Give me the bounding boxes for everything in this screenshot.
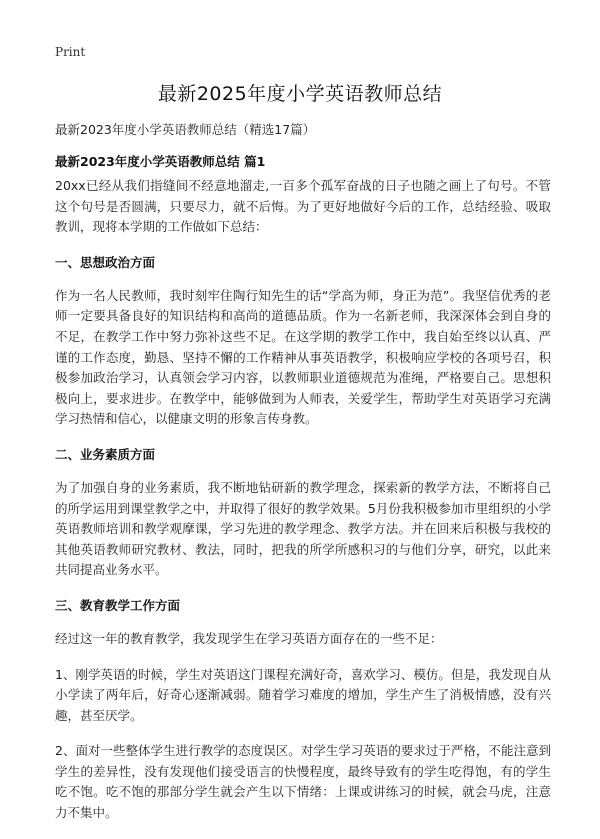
print-label: Print	[55, 45, 86, 59]
section-paragraph-politics: 作为一名人民教师，我时刻牢住陶行知先生的话“学高为师，身正为范”。我坚信优秀的老师一定要具备良好的知识结构和高尚的道德品质。作为一名新老师，我深深体会到自身的不足，在教学工作中努力弥补这些不足。在这学期的教学工作中，我自始至终以认真、严谨的工作态度，勤恳、坚持不懈的工作精神从事英语教学，积极响应学校的各项号召，积极参加政治学习，认真领会学习内容，以教师职业道德规范为准绳，严格要自己。思想积极向上，要求进步。在教学中，能够做到为人师表，关爱学生，帮助学生对英语学习充满学习热情和信心，以健康文明的形象言传身教。	[55, 287, 551, 427]
intro-paragraph: 20xx已经从我们指缝间不经意地溜走,一百多个孤军奋战的日子也随之画上了句号。不管这个句号是否圆满，只要尽力，就不后悔。为了更好地做好今后的工作，总结经验、吸取教训，现将本学期的工作做如下总结：	[55, 178, 551, 235]
article-heading: 最新2023年度小学英语教师总结 篇1	[55, 154, 266, 169]
document-title: 最新2025年度小学英语教师总结	[157, 83, 443, 105]
document-subtitle: 最新2023年度小学英语教师总结（精选17篇）	[55, 122, 316, 137]
section-heading-politics: 一、思想政治方面	[55, 254, 156, 270]
section-heading-teaching: 三、教育教学工作方面	[55, 597, 181, 613]
section-paragraph-teaching-point-2: 2、面对一些整体学生进行教学的态度误区。对学生学习英语的要求过于严格，不能注意到学生的差异性，没有发现他们接受语言的快慢程度，最终导致有的学生吃得饱，有的学生吃不饱。吃不饱的那部分学生就会产生以下情绪：上课或讲练习的时候，就会马虎，注意力不集中。	[55, 743, 551, 821]
section-paragraph-teaching-point-1: 1、刚学英语的时候，学生对英语这门课程充满好奇，喜欢学习、模仿。但是，我发现自从小学读了两年后，好奇心逐渐减弱。随着学习难度的增加，学生产生了消极情感，没有兴趣，甚至厌学。	[55, 666, 551, 723]
article-body	[55, 176, 551, 839]
section-heading-professional: 二、业务素质方面	[55, 446, 156, 462]
section-paragraph-teaching-intro: 经过这一年的教育教学，我发现学生在学习英语方面存在的一些不足：	[55, 630, 443, 646]
section-paragraph-professional: 为了加强自身的业务素质，我不断地钻研新的教学理念，探索新的教学方法，不断将自己的所学运用到课堂教学之中，并取得了很好的教学效果。5月份我积极参加市里组织的小学英语教师培训和教学观摩课，学习先进的教学理念、教学方法。并在回来后积极与我校的其他英语教师研究教材、教法，同时，把我的所学所感积习的与他们分享，研究，以此来共同提高业务水平。	[55, 479, 551, 578]
